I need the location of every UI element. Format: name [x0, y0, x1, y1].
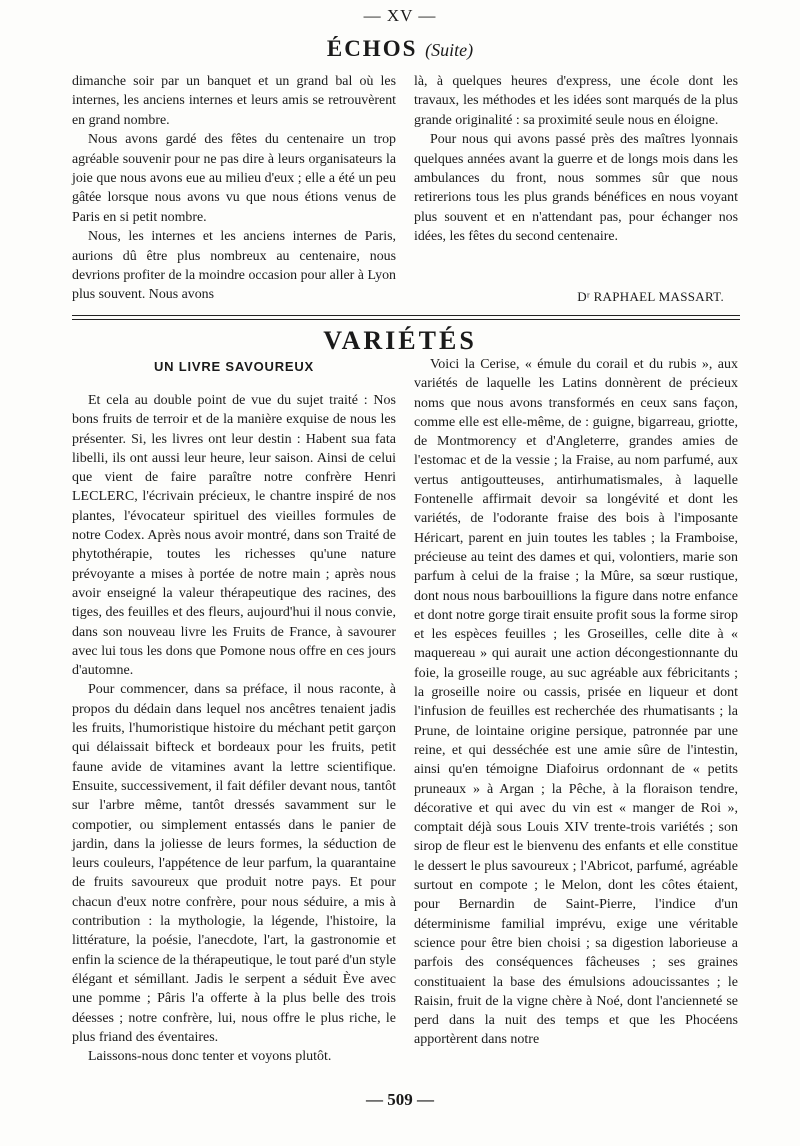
- echos-right-column: [414, 72, 738, 247]
- echos-paragraph: Pour nous qui avons passé près des maîtres lyonnais quelques années avant la guerre et de longs mois dans les ambulances du front, nous sommes sûr que nous retirerions tous les plus grands bénéfices en nous voyant plus souvent et en n'attendant pas, pour échanger nos idées, les fêtes du second centenaire.: [414, 132, 738, 245]
- section-title-echos: [0, 36, 800, 62]
- echos-paragraph: Nous avons gardé des fêtes du centenaire un trop agréable souvenir pour ne pas dire à leurs organisateurs la joie que nous avons eue au milieu d'eux ; elle a été un peu gâtée lorsque nous avons vu que nous étions venus de Paris en si petit nombre.: [72, 132, 396, 225]
- echos-paragraph: dimanche soir par un banquet et un grand bal où les internes, les anciens internes et leurs amis se retrouvèrent en grand nombre.: [72, 74, 396, 128]
- section-title-varietes: VARIÉTÉS: [323, 326, 477, 355]
- echos-paragraph: Nous, les internes et les anciens internes de Paris, aurions dû être plus nombreux au centenaire, nous devrions profiter de la moindre occasion pour aller à Lyon plus souvent. Nous avons: [72, 229, 396, 303]
- echos-paragraph: là, à quelques heures d'express, une école dont les travaux, les méthodes et les idées sont marqués de la plus grande originalité : sa proximité seule nous en éloigne.: [414, 74, 738, 128]
- varietes-right-column: [414, 355, 738, 1050]
- section-divider: [72, 315, 740, 316]
- varietes-paragraph: Voici la Cerise, « émule du corail et du rubis », aux variétés de laquelle les Latins donnèrent de précieux noms que nous avons transformés en ceux sans façon, comme elle est elle-même, de : guigne, bigarreau, griotte, de Montmorency et d'Angleterre, grandes amies de l'estomac et de la vessie ; la Fraise, au nom parfumé, aux vertus antigoutteuses, antirhumatismales, à laquelle Fontenelle affirmait devoir sa longévité et dont les variétés, de l'odorante fraise des bois à l'imposante Héricart, parent en juin toutes les tables ; la Framboise, précieuse au teint des dames et qui, volontiers, marie son parfum à celui de la fraise ; la Mûre, sa sœur rustique, dont nous nous barbouillions la figure dans notre enfance et dont notre gorge tirait ensuite profit sous la forme sirop et les espèces feuilles ; les Groseilles, celle dite à « maquereau » qui aurait une action décongestionnante du foie, la groseille rouge, au suc agréable aux fébricitants ; la groseille noire ou cassis, prisée en liqueur et dont l'infusion de feuilles est recherchée des rhumatisants ; la Prune, de lointaine origine persique, patronnée par une reine, et qui desséchée est une amie sûre de l'intestin, ainsi qu'en témoigne Diafoirus ordonnant de « petits pruneaux » à Argan ; la Pêche, à la floraison tendre, décorative et qui avec du vin est « manger de Roi », comptait déjà sous Louis XIV trente-trois variétés ; son sirop de fleur est le bienvenu des enfants et elle constitue le dessert le plus savoureux ; l'Abricot, parfumé, agréable surtout en compote ; le Melon, dont les côtes étaient, pour Bernardin de Saint-Pierre, l'indice d'un déterminisme familial imprévu, exige une véritable science pour être bien choisi ; sa digestion laborieuse a parfois des conséquences fâcheuses ; ses graines constituaient la base des émulsions adoucissantes ; le Raisin, fruit de la vigne chère à Noé, dont l'ancienneté se perd dans la nuit des temps et que les Phocéens apportèrent dans notre: [414, 357, 739, 1048]
- varietes-paragraph: Laissons-nous donc tenter et voyons plutôt.: [88, 1049, 332, 1065]
- echos-left-column: [72, 72, 396, 305]
- varietes-left-column: [72, 391, 396, 1066]
- varietes-paragraph: Pour commencer, dans sa préface, il nous raconte, à propos du dédain dans lequel nos ancêtres tenaient jadis les fruits, l'humoristique histoire du méchant petit garçon qui délaissait bifteck et bordeaux pour les fruits, petit faune avide de vitamines avant la lettre scientifique. Ensuite, successivement, il fait défiler devant nous, tantôt sur l'arbre même, tantôt dressés savamment sur le compotier, ou simplement entassés dans le panier de jardin, dans la joliesse de leurs formes, la séduction de leurs couleurs, l'appétence de leur parfum, la quarantaine de fruits savoureux que produit notre pays. Et pour chacun d'eux notre confrère, pour nous séduire, a mis à contribution : la mythologie, la légende, l'histoire, la littérature, la poésie, l'anecdote, l'art, la gastronomie et enfin la science de la thérapeutique, le tout paré d'un style élégant et sémillant. Jadis le serpent a séduit Ève avec une pomme ; Pâris l'a offerte à la plus belle des trois déesses ; notre confrère, lui, nous offre le plus riche, le plus friand des éventaires.: [72, 682, 397, 1045]
- page-number: — 509 —: [366, 1090, 434, 1109]
- echos-suite-label: (Suite): [425, 40, 474, 60]
- article-subheading: UN LIVRE SAVOUREUX: [153, 359, 315, 374]
- echos-title-text: ÉCHOS: [326, 36, 418, 61]
- page-roman-numeral: — XV —: [363, 6, 437, 25]
- section-divider-thin: [72, 319, 740, 320]
- author-signature: Dʳ RAPHAEL MASSART.: [577, 289, 724, 304]
- varietes-paragraph: Et cela au double point de vue du sujet traité : Nos bons fruits de terroir et de la manière exquise de nous les présenter. Si, les livres ont leur destin : Habent sua fata libelli, ils ont aussi leur heure, leur saison. Ainsi de celui que vient de faire paraître notre confrère Henri LECLERC, l'écrivain précieux, le chantre inspiré de nos plantes, l'évocateur spirituel des vieilles formules de notre Codex. Après nous avoir montré, dans son Traité de phytothérapie, toutes les richesses qu'une nature prévoyante a mises à portée de notre main ; après nous avoir enseigné la valeur thérapeutique des racines, des tiges, des feuilles et des fleurs, aujourd'hui il nous convie, dans son nouveau livre les Fruits de France, à savourer avec lui tous les dons que Pomone nous offre en ces jours d'automne.: [72, 393, 396, 679]
